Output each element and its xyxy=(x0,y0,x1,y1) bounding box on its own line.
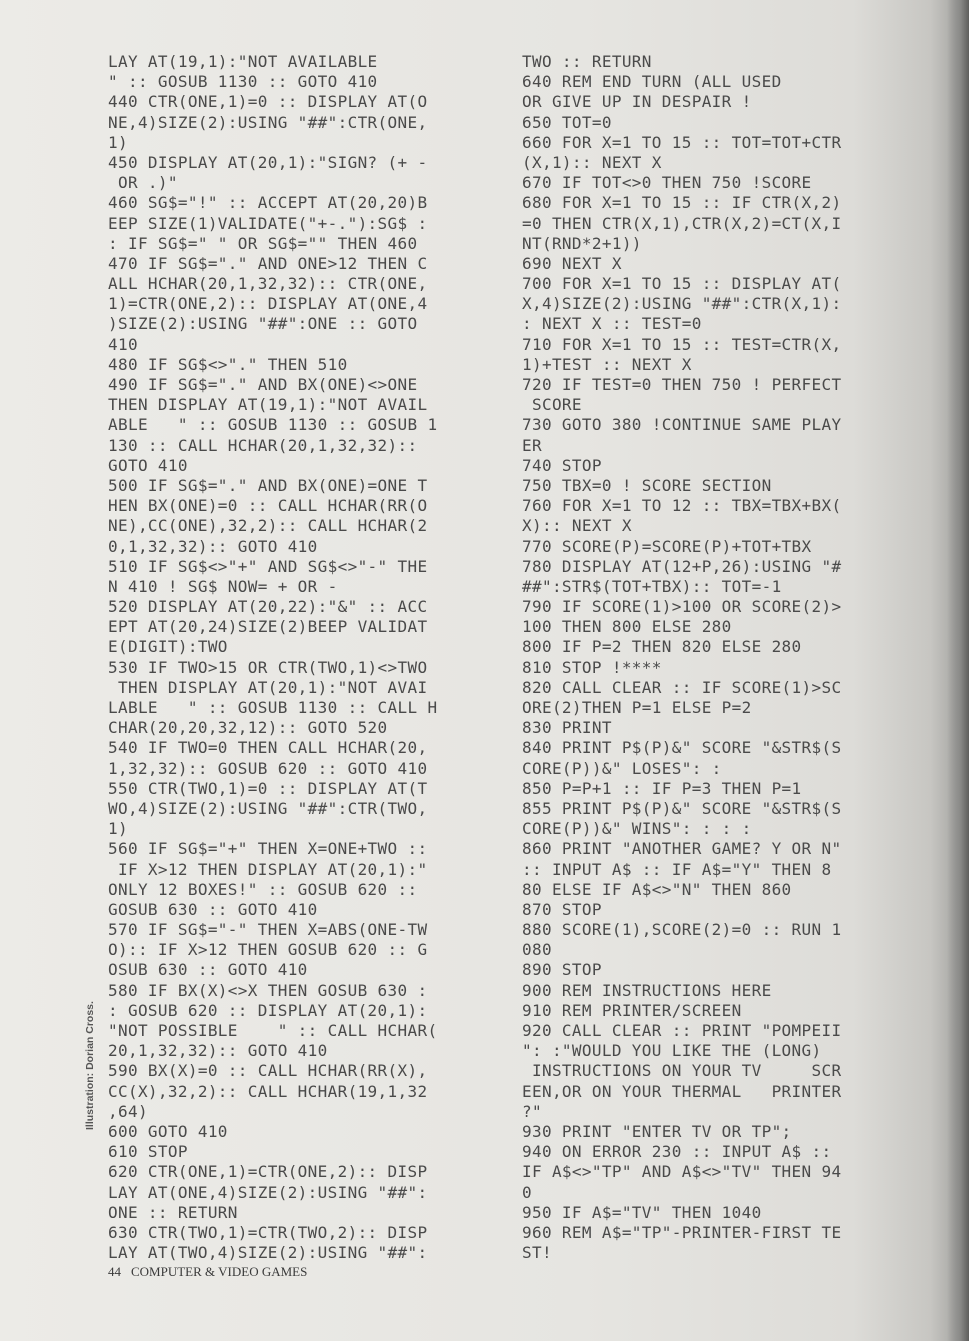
code-line: 20,1,32,32):: GOTO 410 xyxy=(108,1041,328,1061)
code-line: 80 ELSE IF A$<>"N" THEN 860 xyxy=(522,879,792,899)
code-line: 810 STOP !**** xyxy=(522,657,662,677)
page-number: 44 xyxy=(108,1264,121,1279)
code-line: 1) xyxy=(108,819,128,839)
code-line: 900 REM INSTRUCTIONS HERE xyxy=(522,980,772,1000)
code-line: EEP SIZE(1)VALIDATE("+-."):SG$ : xyxy=(108,213,428,233)
code-line: 620 CTR(ONE,1)=CTR(ONE,2):: DISP xyxy=(108,1162,428,1182)
code-line: CC(X),32,2):: CALL HCHAR(19,1,32 xyxy=(108,1081,428,1101)
code-line: ER xyxy=(522,435,542,455)
code-line: : IF SG$=" " OR SG$="" THEN 460 xyxy=(108,233,418,253)
code-line: 100 THEN 800 ELSE 280 xyxy=(522,617,732,637)
code-line: 630 CTR(TWO,1)=CTR(TWO,2):: DISP xyxy=(108,1222,428,1242)
code-line: ,64) xyxy=(108,1101,148,1121)
code-line: ONE :: RETURN xyxy=(108,1202,238,1222)
code-line: CORE(P))&" WINS": : : : xyxy=(522,819,752,839)
code-line: 800 IF P=2 THEN 820 ELSE 280 xyxy=(522,637,802,657)
listing-column-left xyxy=(108,52,437,1263)
code-line: 730 GOTO 380 !CONTINUE SAME PLAY xyxy=(522,415,842,435)
code-line: 470 IF SG$="." AND ONE>12 THEN C xyxy=(108,253,428,273)
code-line: OSUB 630 :: GOTO 410 xyxy=(108,960,308,980)
code-line: )SIZE(2):USING "##":ONE :: GOTO xyxy=(108,314,418,334)
code-line: GOSUB 630 :: GOTO 410 xyxy=(108,899,318,919)
code-line: 610 STOP xyxy=(108,1142,188,1162)
code-line: 700 FOR X=1 TO 15 :: DISPLAY AT( xyxy=(522,274,842,294)
code-line: IF X>12 THEN DISPLAY AT(20,1):" xyxy=(108,859,428,879)
code-line: ORE(2)THEN P=1 ELSE P=2 xyxy=(522,698,752,717)
illustration-credit: Illustration: Dorian Cross. xyxy=(84,1001,96,1130)
code-line: NT(RND*2+1)) xyxy=(522,233,642,253)
code-line: 600 GOTO 410 xyxy=(108,1121,228,1141)
code-line: 960 REM A$="TP"-PRINTER-FIRST TE xyxy=(522,1222,842,1242)
code-line: 890 STOP xyxy=(522,960,602,980)
code-line: 500 IF SG$="." AND BX(ONE)=ONE T xyxy=(108,475,428,495)
code-line: TWO :: RETURN xyxy=(522,52,652,71)
code-line: CHAR(20,20,32,12):: GOTO 520 xyxy=(108,718,388,738)
code-line: LAY AT(19,1):"NOT AVAILABLE xyxy=(108,52,378,71)
code-line: :: INPUT A$ :: IF A$="Y" THEN 8 xyxy=(522,859,832,879)
code-line: 450 DISPLAY AT(20,1):"SIGN? (+ - xyxy=(108,152,428,172)
code-line: 540 IF TWO=0 THEN CALL HCHAR(20, xyxy=(108,738,428,758)
code-line: 0 xyxy=(522,1182,532,1202)
code-line: NE,4)SIZE(2):USING "##":CTR(ONE, xyxy=(108,112,428,132)
code-line: LAY AT(ONE,4)SIZE(2):USING "##": xyxy=(108,1182,428,1202)
code-line: WO,4)SIZE(2):USING "##":CTR(TWO, xyxy=(108,798,428,818)
code-line: 770 SCORE(P)=SCORE(P)+TOT+TBX xyxy=(522,536,812,556)
code-line: OR .)" xyxy=(108,173,178,193)
code-line: 550 CTR(TWO,1)=0 :: DISPLAY AT(T xyxy=(108,778,428,798)
code-line: 510 IF SG$<>"+" AND SG$<>"-" THE xyxy=(108,556,428,576)
listing-column-right xyxy=(522,52,841,1263)
code-line: 950 IF A$="TV" THEN 1040 xyxy=(522,1202,762,1222)
code-line: 820 CALL CLEAR :: IF SCORE(1)>SC xyxy=(522,677,842,697)
code-line: 780 DISPLAY AT(12+P,26):USING "# xyxy=(522,556,842,576)
code-line: NE),CC(ONE),32,2):: CALL HCHAR(2 xyxy=(108,516,428,536)
code-line: IF A$<>"TP" AND A$<>"TV" THEN 94 xyxy=(522,1162,842,1182)
code-line: 1) xyxy=(108,132,128,152)
code-line: 1)+TEST :: NEXT X xyxy=(522,354,692,374)
page-footer xyxy=(108,1264,307,1280)
code-line: ?" xyxy=(522,1101,542,1121)
code-line: 440 CTR(ONE,1)=0 :: DISPLAY AT(O xyxy=(108,92,428,112)
code-line: X):: NEXT X xyxy=(522,516,632,536)
code-line: 840 PRINT P$(P)&" SCORE "&STR$(S xyxy=(522,738,842,758)
code-line: THEN DISPLAY AT(19,1):"NOT AVAIL xyxy=(108,395,428,415)
code-line: O):: IF X>12 THEN GOSUB 620 :: G xyxy=(108,940,428,960)
code-line: "NOT POSSIBLE " :: CALL HCHAR( xyxy=(108,1021,438,1040)
code-line: 650 TOT=0 xyxy=(522,112,612,132)
code-line: " :: GOSUB 1130 :: GOTO 410 xyxy=(108,72,378,92)
code-line: ST! xyxy=(522,1243,552,1263)
code-line: 760 FOR X=1 TO 12 :: TBX=TBX+BX( xyxy=(522,496,842,516)
code-line: 080 xyxy=(522,940,552,960)
code-line: 940 ON ERROR 230 :: INPUT A$ :: xyxy=(522,1142,832,1162)
code-line: 490 IF SG$="." AND BX(ONE)<>ONE xyxy=(108,375,418,394)
code-line: 740 STOP xyxy=(522,455,602,475)
code-line: (X,1):: NEXT X xyxy=(522,152,662,172)
code-line: ALL HCHAR(20,1,32,32):: CTR(ONE, xyxy=(108,274,428,294)
code-line: ##":STR$(TOT+TBX):: TOT=-1 xyxy=(522,576,782,596)
code-line: E(DIGIT):TWO xyxy=(108,637,228,657)
code-line: 690 NEXT X xyxy=(522,253,622,273)
code-line: LAY AT(TWO,4)SIZE(2):USING "##": xyxy=(108,1243,428,1263)
code-line: 930 PRINT "ENTER TV OR TP"; xyxy=(522,1121,792,1141)
code-line: 570 IF SG$="-" THEN X=ABS(ONE-TW xyxy=(108,920,428,940)
code-line: EPT AT(20,24)SIZE(2)BEEP VALIDAT xyxy=(108,617,428,637)
code-line: N 410 ! SG$ NOW= + OR - xyxy=(108,576,338,596)
code-line: 880 SCORE(1),SCORE(2)=0 :: RUN 1 xyxy=(522,920,842,940)
code-line: 860 PRINT "ANOTHER GAME? Y OR N" xyxy=(522,839,842,859)
code-line: ONLY 12 BOXES!" :: GOSUB 620 :: xyxy=(108,879,418,899)
code-line: 720 IF TEST=0 THEN 750 ! PERFECT xyxy=(522,375,842,394)
code-line: 910 REM PRINTER/SCREEN xyxy=(522,1000,742,1020)
code-line: ABLE " :: GOSUB 1130 :: GOSUB 1 xyxy=(108,415,438,435)
code-line: INSTRUCTIONS ON YOUR TV SCR xyxy=(522,1061,842,1081)
code-line: 480 IF SG$<>"." THEN 510 xyxy=(108,354,348,374)
code-line: 590 BX(X)=0 :: CALL HCHAR(RR(X), xyxy=(108,1061,428,1081)
code-line: HEN BX(ONE)=0 :: CALL HCHAR(RR(O xyxy=(108,496,428,516)
code-line: LABLE " :: GOSUB 1130 :: CALL H xyxy=(108,698,438,717)
code-line: 920 CALL CLEAR :: PRINT "POMPEII xyxy=(522,1021,842,1040)
code-line: =0 THEN CTR(X,1),CTR(X,2)=CT(X,I xyxy=(522,213,842,233)
code-line: GOTO 410 xyxy=(108,455,188,475)
code-line: 790 IF SCORE(1)>100 OR SCORE(2)> xyxy=(522,597,842,617)
code-line: 460 SG$="!" :: ACCEPT AT(20,20)B xyxy=(108,193,428,213)
code-line: 855 PRINT P$(P)&" SCORE "&STR$(S xyxy=(522,798,842,818)
code-line: : NEXT X :: TEST=0 xyxy=(522,314,702,334)
code-line: 560 IF SG$="+" THEN X=ONE+TWO :: xyxy=(108,839,428,859)
code-line: CORE(P))&" LOSES": : xyxy=(522,758,722,778)
code-line: 830 PRINT xyxy=(522,718,612,738)
code-line: 1)=CTR(ONE,2):: DISPLAY AT(ONE,4 xyxy=(108,294,428,314)
code-line: 660 FOR X=1 TO 15 :: TOT=TOT+CTR xyxy=(522,132,842,152)
code-line: 410 xyxy=(108,334,138,354)
code-line: 0,1,32,32):: GOTO 410 xyxy=(108,536,318,556)
code-line: 520 DISPLAY AT(20,22):"&" :: ACC xyxy=(108,597,428,617)
code-line: 870 STOP xyxy=(522,899,602,919)
code-line: 670 IF TOT<>0 THEN 750 !SCORE xyxy=(522,173,812,193)
page-edge-shadow xyxy=(947,0,969,1341)
code-line: 530 IF TWO>15 OR CTR(TWO,1)<>TWO xyxy=(108,657,428,677)
code-line: EEN,OR ON YOUR THERMAL PRINTER xyxy=(522,1081,842,1101)
code-line: SCORE xyxy=(522,395,582,415)
code-line: 750 TBX=0 ! SCORE SECTION xyxy=(522,475,772,495)
code-line: 580 IF BX(X)<>X THEN GOSUB 630 : xyxy=(108,980,428,1000)
code-line: ": :"WOULD YOU LIKE THE (LONG) xyxy=(522,1041,822,1061)
code-line: X,4)SIZE(2):USING "##":CTR(X,1): xyxy=(522,294,842,314)
code-line: 130 :: CALL HCHAR(20,1,32,32):: xyxy=(108,435,418,455)
code-line: OR GIVE UP IN DESPAIR ! xyxy=(522,92,752,112)
code-line: THEN DISPLAY AT(20,1):"NOT AVAI xyxy=(108,677,428,697)
code-line: 640 REM END TURN (ALL USED xyxy=(522,72,782,92)
code-line: 680 FOR X=1 TO 15 :: IF CTR(X,2) xyxy=(522,193,842,213)
code-line: 710 FOR X=1 TO 15 :: TEST=CTR(X, xyxy=(522,334,842,354)
magazine-title: COMPUTER & VIDEO GAMES xyxy=(131,1264,308,1279)
code-line: 850 P=P+1 :: IF P=3 THEN P=1 xyxy=(522,778,802,798)
code-line: 1,32,32):: GOSUB 620 :: GOTO 410 xyxy=(108,758,428,778)
code-line: : GOSUB 620 :: DISPLAY AT(20,1): xyxy=(108,1000,428,1020)
